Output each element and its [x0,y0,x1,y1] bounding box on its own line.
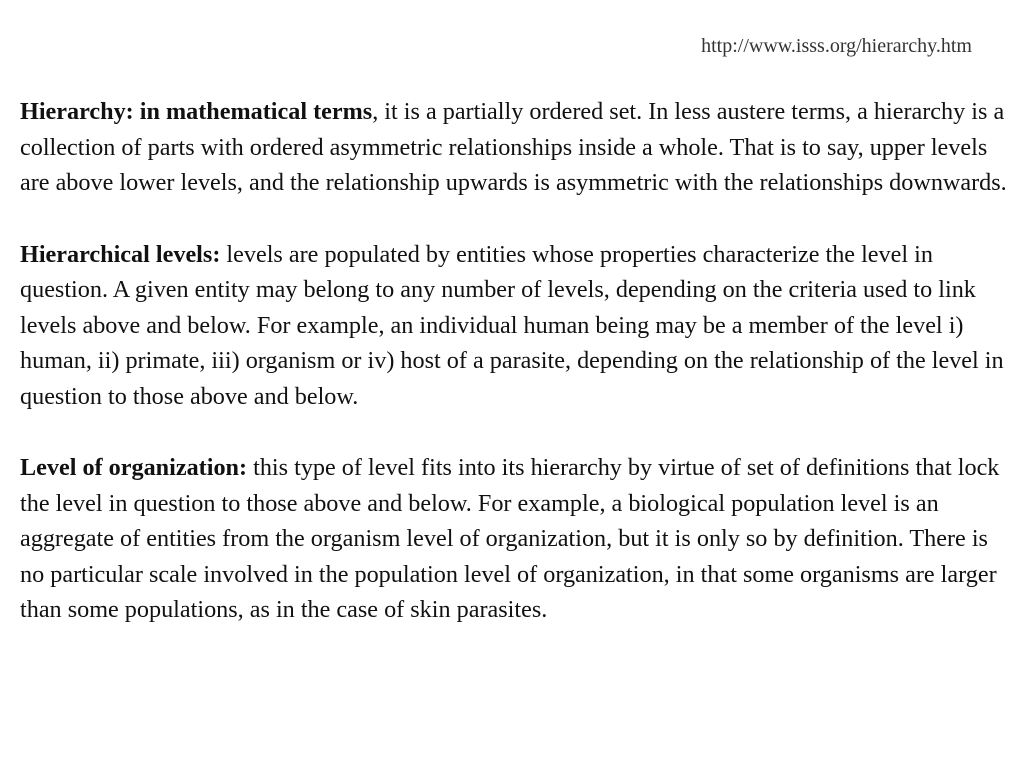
definition-hierarchy [20,94,1010,201]
definition-term: Hierarchy: in mathematical terms [20,98,373,125]
definition-term: Level of organization: [20,454,248,481]
definition-term: Hierarchical levels: [20,240,221,268]
definitions-content [20,94,1010,664]
definition-hierarchical-levels [20,237,1010,415]
definition-text: this type of level fits into its hierarchy by virtue of set of definitions that lock the level in question to those above and below. For example, a biological population level is an aggregate of entities from the organism level of organization, but it is only so by definition. There is no particular scale involved in the population level of organization, in that some organisms are larger than some populations, as in the case of skin parasites. [20,454,1000,623]
definition-text: levels are populated by entities whose properties characterize the level in question. A given entity may belong to any number of levels, depending on the criteria used to link levels above and below. For example, an individual human being may be a member of the level i) human, ii) primate, iii) organism or iv) host of a parasite, depending on the relationship of the level in question to those above and below. [20,240,1004,410]
definition-level-of-organization [20,450,1010,628]
source-url: http://www.isss.org/hierarchy.htm [701,35,972,57]
definition-text: , it is a partially ordered set. In less austere terms, a hierarchy is a collection of parts with ordered asymmetric relationships inside a whole. That is to say, upper levels are above lower levels, and the relationship upwards is asymmetric with the relationships downwards. [20,98,1007,196]
